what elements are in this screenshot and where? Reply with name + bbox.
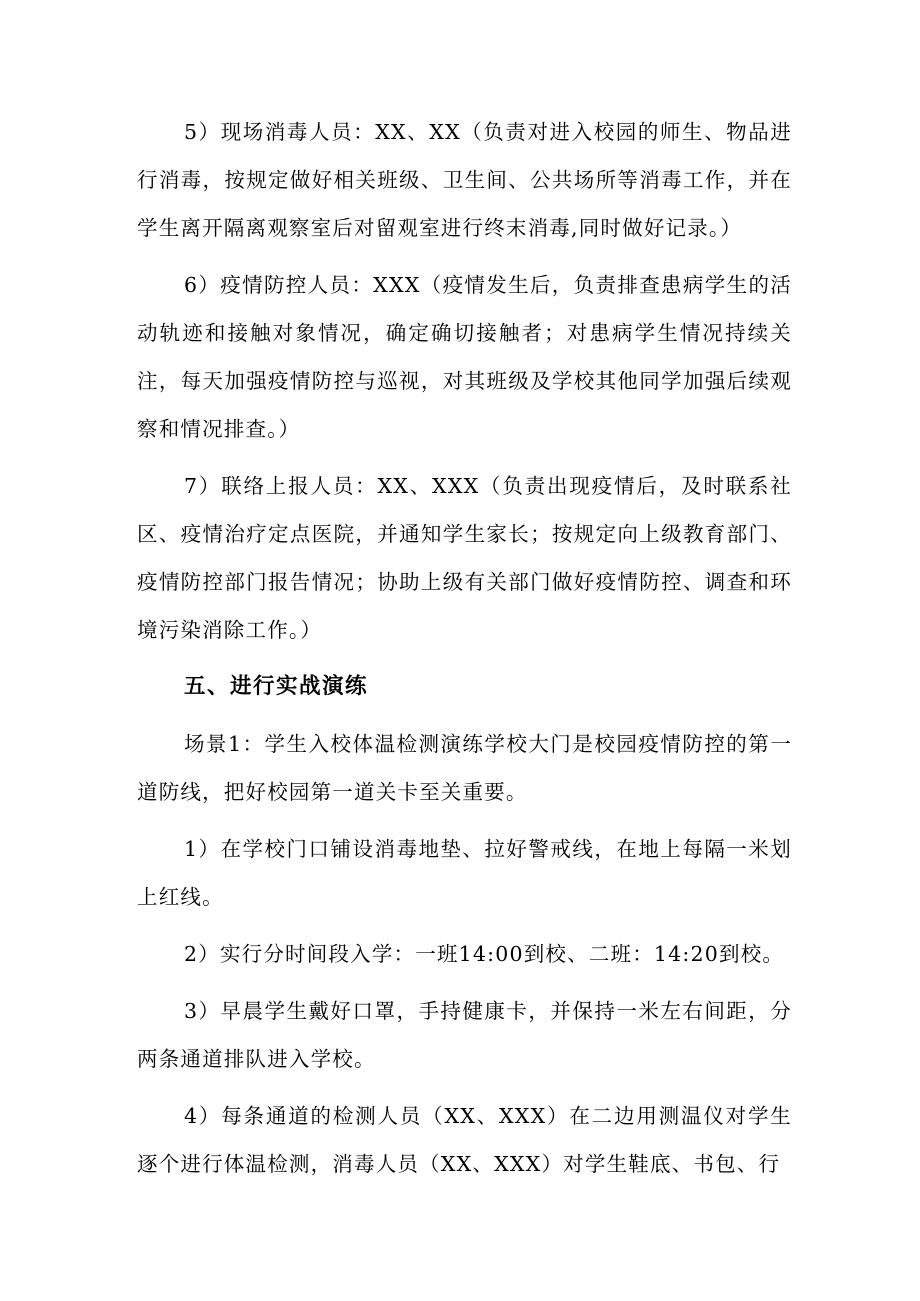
paragraph-step-3: 3）早晨学生戴好口罩，手持健康卡，并保持一米左右间距，分两条通道排队进入学校。 [137, 999, 792, 1071]
document-body [137, 108, 792, 1197]
paragraph-step-1: 1）在学校门口铺设消毒地垫、拉好警戒线，在地上每隔一米划上红线。 [137, 837, 792, 909]
paragraph-liaison-staff: 7）联络上报人员：XX、XXX（负责出现疫情后，及时联系社区、疫情治疗定点医院，并通知学生家长；按规定向上级教育部门、疫情防控部门报告情况；协助上级有关部门做好疫情防控、调查和环境污染消除工作。） [137, 474, 792, 642]
paragraph-scenario-1: 场景1：学生入校体温检测演练学校大门是校园疫情防控的第一道防线，把好校园第一道关卡至关重要。 [137, 732, 792, 804]
paragraph-epidemic-control-staff: 6）疫情防控人员：XXX（疫情发生后，负责排查患病学生的活动轨迹和接触对象情况，确定确切接触者；对患病学生情况持续关注，每天加强疫情防控与巡视，对其班级及学校其他同学加强后续观察和情况排查。） [137, 273, 792, 441]
paragraph-step-4: 4）每条通道的检测人员（XX、XXX）在二边用测温仪对学生逐个进行体温检测，消毒人员（XX、XXX）对学生鞋底、书包、行 [137, 1104, 792, 1176]
paragraph-step-2: 2）实行分时间段入学：一班14:00到校、二班：14:20到校。 [184, 942, 785, 966]
section-heading-drill: 五、进行实战演练 [184, 674, 369, 699]
paragraph-disinfection-staff: 5）现场消毒人员：XX、XX（负责对进入校园的师生、物品进行消毒，按规定做好相关班级、卫生间、公共场所等消毒工作，并在学生离开隔离观察室后对留观室进行终末消毒,同时做好记录。） [137, 120, 792, 240]
